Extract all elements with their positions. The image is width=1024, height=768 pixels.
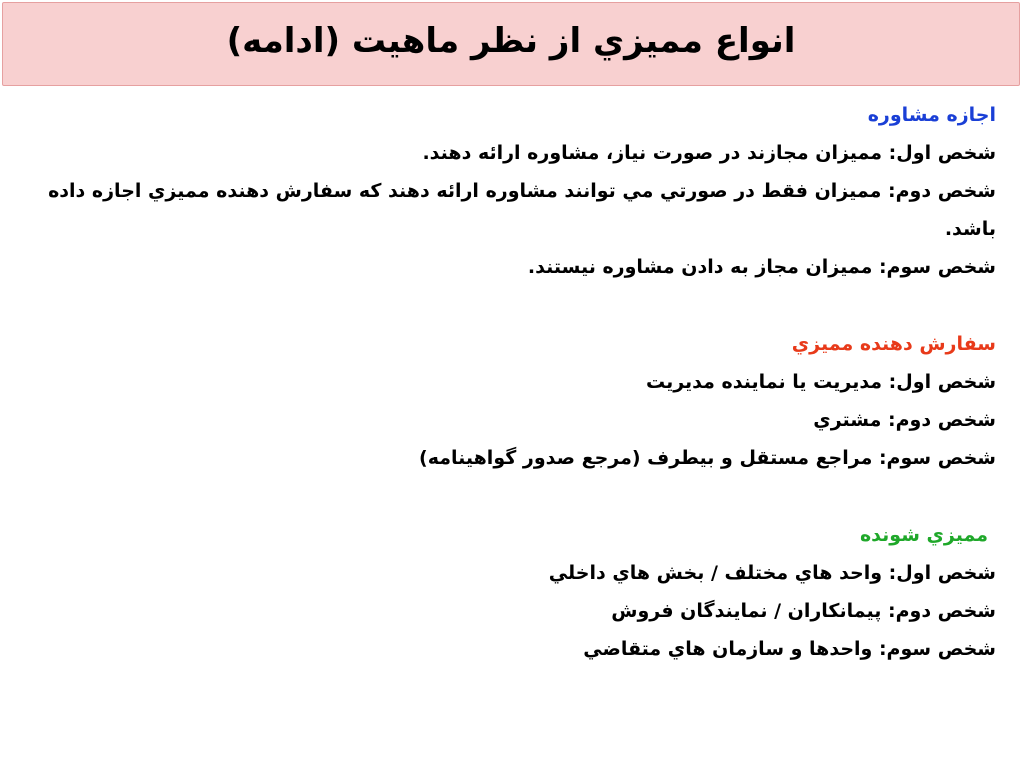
section-spacer	[26, 477, 996, 516]
consultation-second-party: شخص دوم: مميزان فقط در صورتي مي توانند مشاوره ارائه دهند كه سفارش دهنده مميزي اجازه داده باشد.	[48, 180, 996, 240]
audit-client-second-party: شخص دوم: مشتري	[813, 409, 996, 431]
audit-client-first-party: شخص اول: مديريت يا نماينده مديريت	[645, 371, 996, 393]
consultation-third-party: شخص سوم: مميزان مجاز به دادن مشاوره نيستند.	[527, 256, 996, 278]
section-heading-auditee: مميزي شونده	[859, 524, 988, 546]
slide-body	[26, 96, 996, 668]
slide-title-bar	[2, 2, 1020, 86]
auditee-second-party: شخص دوم: پيمانكاران / نمايندگان فروش	[611, 600, 996, 622]
section-heading-consultation: اجازه مشاوره	[867, 104, 996, 126]
section-heading-audit-client: سفارش دهنده مميزي	[791, 333, 996, 355]
slide-title: انواع مميزي از نظر ماهيت (ادامه)	[226, 21, 796, 61]
audit-client-third-party: شخص سوم: مراجع مستقل و بيطرف (مرجع صدور گواهينامه)	[419, 447, 996, 469]
consultation-first-party: شخص اول: مميزان مجازند در صورت نياز، مشاوره ارائه دهند.	[422, 142, 996, 164]
auditee-third-party: شخص سوم: واحدها و سازمان هاي متقاضي	[583, 638, 996, 660]
section-spacer	[26, 286, 996, 325]
auditee-first-party: شخص اول: واحد هاي مختلف / بخش هاي داخلي	[548, 562, 996, 584]
